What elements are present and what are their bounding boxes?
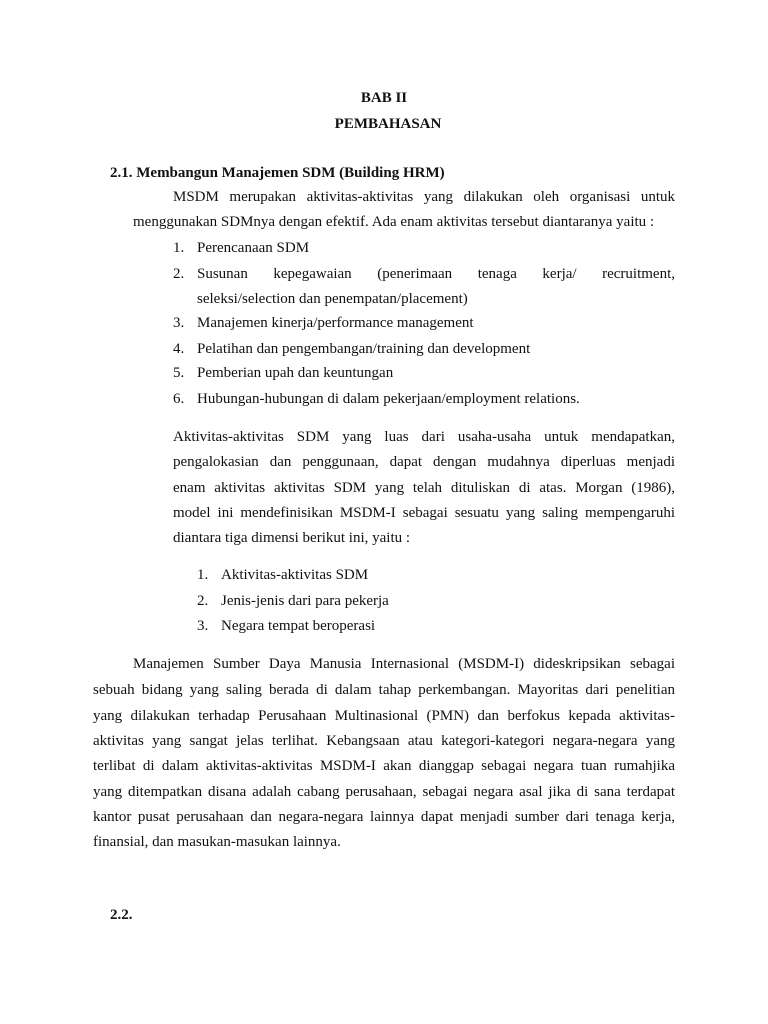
paragraph-line: finansial, dan masukan-masukan lainnya. bbox=[93, 834, 341, 850]
list-number: 2. bbox=[197, 593, 209, 609]
list-item: Pemberian upah dan keuntungan bbox=[197, 365, 394, 381]
list-item: Negara tempat beroperasi bbox=[221, 618, 376, 634]
list-item: Hubungan-hubungan di dalam pekerjaan/employment relations. bbox=[197, 391, 580, 407]
list-number: 6. bbox=[173, 391, 185, 407]
list-item: Susunan kepegawaian (penerimaan tenaga kerja/ recruitment, bbox=[197, 266, 675, 282]
paragraph-line: menggunakan SDMnya dengan efektif. Ada enam aktivitas tersebut diantaranya yaitu : bbox=[133, 214, 655, 230]
paragraph-line: aktivitas yang sangat jelas terlihat. Kebangsaan atau kategori-kategori negara-negara yang bbox=[93, 733, 675, 749]
list-number: 4. bbox=[173, 341, 185, 357]
list-number: 1. bbox=[197, 567, 209, 583]
list-item: Pelatihan dan pengembangan/training dan development bbox=[197, 341, 531, 357]
list-item: Perencanaan SDM bbox=[197, 240, 310, 256]
paragraph-line: MSDM merupakan aktivitas-aktivitas yang dilakukan oleh organisasi untuk bbox=[173, 189, 675, 205]
paragraph-line: Aktivitas-aktivitas SDM yang luas dari usaha-usaha untuk mendapatkan, bbox=[173, 429, 675, 445]
paragraph-line: yang dilakukan terhadap Perusahaan Multinasional (PMN) dan berfokus kepada aktivitas- bbox=[93, 708, 675, 724]
paragraph-line: enam aktivitas aktivitas SDM yang telah dituliskan di atas. Morgan (1986), bbox=[173, 480, 675, 496]
list-number: 1. bbox=[173, 240, 185, 256]
paragraph-line: pengalokasian dan penggunaan, dapat dengan mudahnya diperluas menjadi bbox=[173, 454, 675, 470]
list-number: 3. bbox=[173, 315, 185, 331]
list-item-continuation: seleksi/selection dan penempatan/placement) bbox=[197, 291, 468, 307]
paragraph-line: sebuah bidang yang saling berada di dalam tahap perkembangan. Mayoritas dari penelitian bbox=[93, 682, 675, 698]
paragraph-line: diantara tiga dimensi berikut ini, yaitu : bbox=[173, 530, 411, 546]
section-title: PEMBAHASAN bbox=[334, 116, 442, 132]
list-number: 2. bbox=[173, 266, 185, 282]
paragraph-line: Manajemen Sumber Daya Manusia Internasional (MSDM-I) dideskripsikan sebagai bbox=[133, 656, 675, 672]
subsection-heading-2-2: 2.2. bbox=[110, 907, 133, 923]
paragraph-line: model ini mendefinisikan MSDM-I sebagai sesuatu yang saling mempengaruhi bbox=[173, 505, 675, 521]
list-item: Jenis-jenis dari para pekerja bbox=[221, 593, 389, 609]
list-number: 3. bbox=[197, 618, 209, 634]
list-item: Aktivitas-aktivitas SDM bbox=[221, 567, 369, 583]
paragraph-line: kantor pusat perusahaan dan negara-negara lainnya dapat menjadi sumber dari tenaga kerja, bbox=[93, 809, 675, 825]
paragraph-line: yang ditempatkan disana adalah cabang perusahaan, sebagai negara asal jika di sana terdapat bbox=[93, 784, 675, 800]
list-number: 5. bbox=[173, 365, 185, 381]
list-item: Manajemen kinerja/performance management bbox=[197, 315, 474, 331]
subsection-heading-2-1: 2.1. Membangun Manajemen SDM (Building HRM) bbox=[110, 165, 445, 181]
chapter-title: BAB II bbox=[360, 90, 408, 106]
paragraph-line: terlibat di dalam aktivitas-aktivitas MSDM-I akan dianggap sebagai negara tuan rumahjika bbox=[93, 758, 675, 774]
